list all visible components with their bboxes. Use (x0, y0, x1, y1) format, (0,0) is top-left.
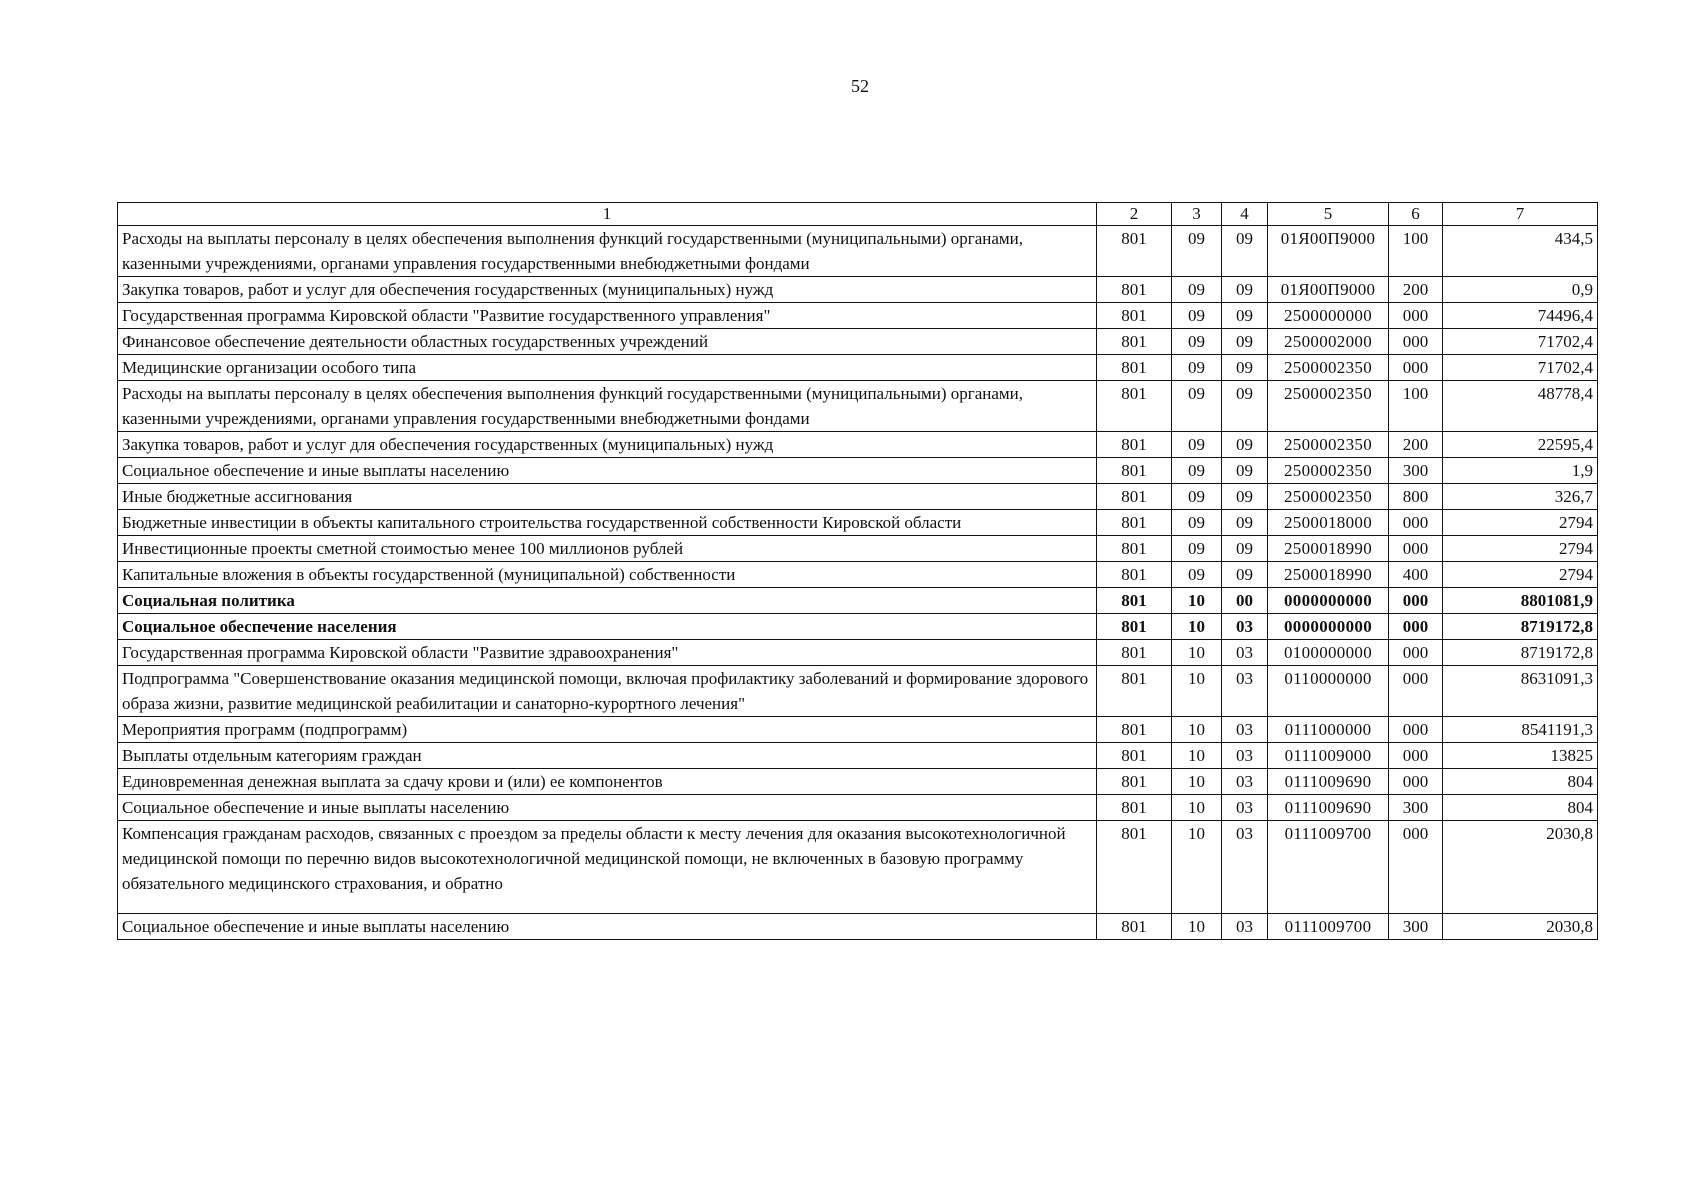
row-article: 2500002350 (1268, 432, 1389, 458)
row-sum: 326,7 (1443, 484, 1598, 510)
row-code: 801 (1097, 536, 1172, 562)
row-expense-type: 000 (1389, 329, 1443, 355)
row-subsection: 09 (1222, 458, 1268, 484)
row-article: 0111009700 (1268, 914, 1389, 940)
row-section: 09 (1172, 277, 1222, 303)
row-expense-type: 200 (1389, 277, 1443, 303)
row-section: 10 (1172, 614, 1222, 640)
row-name: Социальное обеспечение и иные выплаты населению (118, 914, 1097, 940)
row-expense-type: 000 (1389, 743, 1443, 769)
row-expense-type: 000 (1389, 640, 1443, 666)
row-name: Капитальные вложения в объекты государственной (муниципальной) собственности (118, 562, 1097, 588)
row-code: 801 (1097, 821, 1172, 914)
header-col-2: 2 (1097, 203, 1172, 226)
row-section: 09 (1172, 355, 1222, 381)
row-code: 801 (1097, 329, 1172, 355)
budget-table (117, 202, 1598, 940)
row-expense-type: 000 (1389, 355, 1443, 381)
row-article: 0111000000 (1268, 717, 1389, 743)
header-col-4: 4 (1222, 203, 1268, 226)
row-article: 01Я00П9000 (1268, 277, 1389, 303)
row-article: 01Я00П9000 (1268, 226, 1389, 277)
row-code: 801 (1097, 277, 1172, 303)
table-row (118, 226, 1598, 277)
row-section: 10 (1172, 666, 1222, 717)
row-article: 2500002350 (1268, 484, 1389, 510)
row-name: Компенсация гражданам расходов, связанных с проездом за пределы области к месту лечения для оказания высокотехнологичной медицинской помощи по перечню видов высокотехнологичной медицинской помощи, не включенных в базовую программу обязательного медицинского страхования, и обратно (118, 821, 1097, 914)
row-sum: 0,9 (1443, 277, 1598, 303)
header-col-1: 1 (118, 203, 1097, 226)
row-section: 09 (1172, 432, 1222, 458)
row-subsection: 09 (1222, 510, 1268, 536)
row-name: Социальное обеспечение и иные выплаты населению (118, 458, 1097, 484)
row-subsection: 03 (1222, 769, 1268, 795)
row-expense-type: 000 (1389, 717, 1443, 743)
row-article: 2500002350 (1268, 381, 1389, 432)
row-article: 2500018000 (1268, 510, 1389, 536)
row-article: 2500018990 (1268, 536, 1389, 562)
row-sum: 48778,4 (1443, 381, 1598, 432)
row-name: Государственная программа Кировской области "Развитие здравоохранения" (118, 640, 1097, 666)
row-expense-type: 800 (1389, 484, 1443, 510)
row-code: 801 (1097, 458, 1172, 484)
row-name: Медицинские организации особого типа (118, 355, 1097, 381)
row-subsection: 03 (1222, 821, 1268, 914)
row-expense-type: 000 (1389, 536, 1443, 562)
row-code: 801 (1097, 588, 1172, 614)
table-row (118, 717, 1598, 743)
row-expense-type: 100 (1389, 381, 1443, 432)
row-sum: 434,5 (1443, 226, 1598, 277)
header-col-5: 5 (1268, 203, 1389, 226)
row-sum: 2794 (1443, 536, 1598, 562)
row-subsection: 03 (1222, 914, 1268, 940)
row-section: 10 (1172, 717, 1222, 743)
row-name: Единовременная денежная выплата за сдачу крови и (или) ее компонентов (118, 769, 1097, 795)
row-expense-type: 000 (1389, 666, 1443, 717)
row-section: 10 (1172, 914, 1222, 940)
row-name: Инвестиционные проекты сметной стоимостью менее 100 миллионов рублей (118, 536, 1097, 562)
row-name: Иные бюджетные ассигнования (118, 484, 1097, 510)
row-section: 09 (1172, 329, 1222, 355)
row-section: 10 (1172, 795, 1222, 821)
row-code: 801 (1097, 666, 1172, 717)
row-article: 2500018990 (1268, 562, 1389, 588)
row-expense-type: 000 (1389, 303, 1443, 329)
row-sum: 2030,8 (1443, 821, 1598, 914)
row-article: 0111009000 (1268, 743, 1389, 769)
table-row (118, 914, 1598, 940)
row-sum: 22595,4 (1443, 432, 1598, 458)
row-name: Подпрограмма "Совершенствование оказания медицинской помощи, включая профилактику заболеваний и формирование здорового образа жизни, развитие медицинской реабилитации и санаторно-курортного лечения" (118, 666, 1097, 717)
row-name: Социальная политика (118, 588, 1097, 614)
row-section: 09 (1172, 536, 1222, 562)
table-row (118, 381, 1598, 432)
row-expense-type: 000 (1389, 510, 1443, 536)
row-name: Государственная программа Кировской области "Развитие государственного управления" (118, 303, 1097, 329)
row-name: Расходы на выплаты персоналу в целях обеспечения выполнения функций государственными (муниципальными) органами, казенными учреждениями, органами управления государственными внебюджетными фондами (118, 381, 1097, 432)
row-name: Финансовое обеспечение деятельности областных государственных учреждений (118, 329, 1097, 355)
header-col-7: 7 (1443, 203, 1598, 226)
row-code: 801 (1097, 614, 1172, 640)
row-sum: 804 (1443, 769, 1598, 795)
row-code: 801 (1097, 432, 1172, 458)
row-name: Закупка товаров, работ и услуг для обеспечения государственных (муниципальных) нужд (118, 432, 1097, 458)
row-sum: 71702,4 (1443, 329, 1598, 355)
table-row (118, 329, 1598, 355)
table-row (118, 277, 1598, 303)
row-code: 801 (1097, 510, 1172, 536)
row-article: 0111009690 (1268, 795, 1389, 821)
table-row (118, 432, 1598, 458)
row-subsection: 09 (1222, 432, 1268, 458)
row-name: Закупка товаров, работ и услуг для обеспечения государственных (муниципальных) нужд (118, 277, 1097, 303)
row-code: 801 (1097, 769, 1172, 795)
row-code: 801 (1097, 795, 1172, 821)
row-subsection: 03 (1222, 743, 1268, 769)
row-subsection: 09 (1222, 303, 1268, 329)
row-code: 801 (1097, 743, 1172, 769)
table-row (118, 303, 1598, 329)
row-article: 0110000000 (1268, 666, 1389, 717)
row-expense-type: 000 (1389, 821, 1443, 914)
page-number: 52 (851, 76, 869, 96)
row-sum: 2030,8 (1443, 914, 1598, 940)
row-expense-type: 100 (1389, 226, 1443, 277)
row-article: 2500000000 (1268, 303, 1389, 329)
table-row (118, 743, 1598, 769)
row-sum: 8541191,3 (1443, 717, 1598, 743)
row-subsection: 09 (1222, 484, 1268, 510)
header-col-3: 3 (1172, 203, 1222, 226)
row-name: Выплаты отдельным категориям граждан (118, 743, 1097, 769)
row-subsection: 09 (1222, 277, 1268, 303)
row-subsection: 03 (1222, 717, 1268, 743)
row-sum: 804 (1443, 795, 1598, 821)
row-code: 801 (1097, 381, 1172, 432)
row-sum: 8631091,3 (1443, 666, 1598, 717)
row-expense-type: 300 (1389, 458, 1443, 484)
row-article: 0100000000 (1268, 640, 1389, 666)
table-row (118, 355, 1598, 381)
row-subsection: 03 (1222, 666, 1268, 717)
row-sum: 1,9 (1443, 458, 1598, 484)
row-sum: 2794 (1443, 510, 1598, 536)
row-expense-type: 400 (1389, 562, 1443, 588)
row-name: Социальное обеспечение и иные выплаты населению (118, 795, 1097, 821)
row-article: 2500002350 (1268, 458, 1389, 484)
row-subsection: 03 (1222, 640, 1268, 666)
row-sum: 2794 (1443, 562, 1598, 588)
row-code: 801 (1097, 914, 1172, 940)
table-row (118, 484, 1598, 510)
row-subsection: 09 (1222, 562, 1268, 588)
row-section: 09 (1172, 303, 1222, 329)
row-subsection: 09 (1222, 329, 1268, 355)
table-row (118, 588, 1598, 614)
header-row (118, 203, 1598, 226)
row-expense-type: 000 (1389, 614, 1443, 640)
table-body (118, 226, 1598, 940)
row-section: 09 (1172, 484, 1222, 510)
row-article: 0000000000 (1268, 614, 1389, 640)
row-code: 801 (1097, 717, 1172, 743)
table-header (118, 203, 1598, 226)
row-sum: 8801081,9 (1443, 588, 1598, 614)
row-name: Социальное обеспечение населения (118, 614, 1097, 640)
row-code: 801 (1097, 355, 1172, 381)
row-sum: 74496,4 (1443, 303, 1598, 329)
header-col-6: 6 (1389, 203, 1443, 226)
row-expense-type: 000 (1389, 769, 1443, 795)
table-row (118, 536, 1598, 562)
row-section: 09 (1172, 510, 1222, 536)
table-row (118, 614, 1598, 640)
row-section: 10 (1172, 821, 1222, 914)
row-subsection: 09 (1222, 381, 1268, 432)
row-code: 801 (1097, 640, 1172, 666)
row-article: 2500002350 (1268, 355, 1389, 381)
row-subsection: 09 (1222, 355, 1268, 381)
row-article: 0000000000 (1268, 588, 1389, 614)
table-row (118, 821, 1598, 914)
row-code: 801 (1097, 484, 1172, 510)
row-article: 2500002000 (1268, 329, 1389, 355)
row-article: 0111009690 (1268, 769, 1389, 795)
row-section: 09 (1172, 562, 1222, 588)
row-section: 09 (1172, 226, 1222, 277)
row-article: 0111009700 (1268, 821, 1389, 914)
table-row (118, 562, 1598, 588)
row-expense-type: 000 (1389, 588, 1443, 614)
row-sum: 8719172,8 (1443, 614, 1598, 640)
row-expense-type: 200 (1389, 432, 1443, 458)
row-subsection: 03 (1222, 614, 1268, 640)
row-name: Мероприятия программ (подпрограмм) (118, 717, 1097, 743)
table-row (118, 640, 1598, 666)
table-row (118, 510, 1598, 536)
row-section: 09 (1172, 381, 1222, 432)
row-sum: 13825 (1443, 743, 1598, 769)
row-section: 10 (1172, 743, 1222, 769)
row-subsection: 03 (1222, 795, 1268, 821)
table-row (118, 666, 1598, 717)
row-sum: 71702,4 (1443, 355, 1598, 381)
table-row (118, 795, 1598, 821)
row-subsection: 09 (1222, 226, 1268, 277)
row-section: 09 (1172, 458, 1222, 484)
row-sum: 8719172,8 (1443, 640, 1598, 666)
row-section: 10 (1172, 769, 1222, 795)
table-row (118, 458, 1598, 484)
row-code: 801 (1097, 226, 1172, 277)
row-expense-type: 300 (1389, 914, 1443, 940)
row-subsection: 00 (1222, 588, 1268, 614)
row-subsection: 09 (1222, 536, 1268, 562)
table-row (118, 769, 1598, 795)
row-name: Расходы на выплаты персоналу в целях обеспечения выполнения функций государственными (муниципальными) органами, казенными учреждениями, органами управления государственными внебюджетными фондами (118, 226, 1097, 277)
row-section: 10 (1172, 588, 1222, 614)
row-section: 10 (1172, 640, 1222, 666)
row-code: 801 (1097, 562, 1172, 588)
row-expense-type: 300 (1389, 795, 1443, 821)
row-name: Бюджетные инвестиции в объекты капитального строительства государственной собственности Кировской области (118, 510, 1097, 536)
row-code: 801 (1097, 303, 1172, 329)
